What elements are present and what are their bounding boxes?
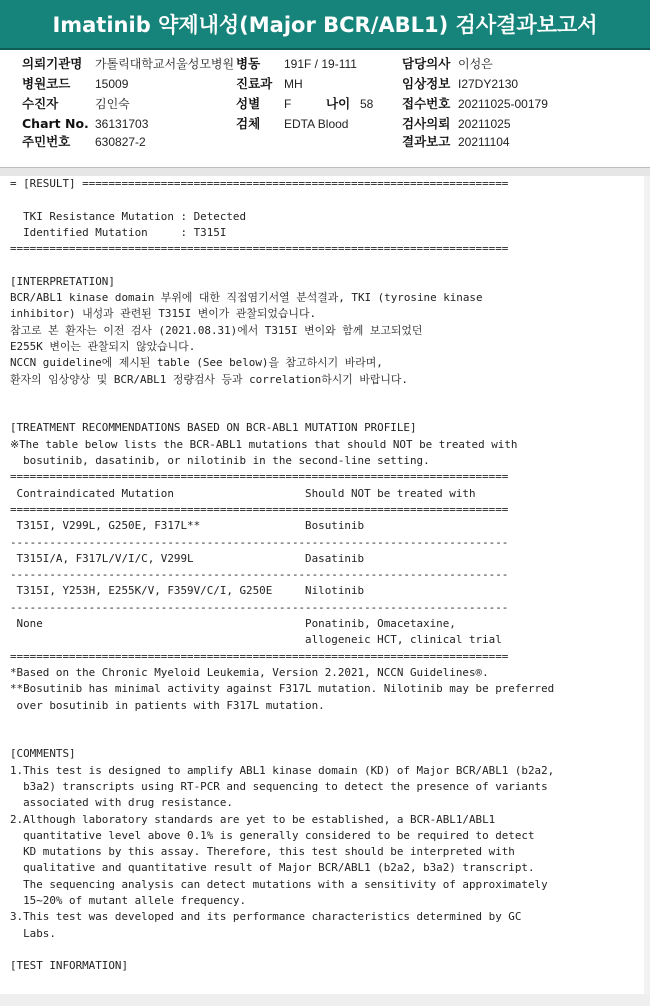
request-date-label: 검사의뢰	[402, 116, 451, 131]
footer-band	[0, 994, 650, 1006]
report-line: The sequencing analysis can detect mutations with a sensitivity of approximately	[10, 877, 548, 891]
report-line: T315I, V299L, G250E, F317L** Bosutinib	[10, 519, 365, 533]
report-line: E255K 변이는 관찰되지 않았습니다.	[10, 339, 196, 353]
header-gap-band	[0, 168, 650, 176]
clinical-info-label: 임상정보	[402, 76, 451, 91]
clinical-info-value: I27DY2130	[458, 77, 519, 91]
report-line: BCR/ABL1 kinase domain 부위에 대한 직접염기서열 분석결과, TKI (tyrosine kinase	[10, 291, 483, 305]
specimen-label: 검체	[236, 116, 261, 131]
report-line: allogeneic HCT, clinical trial	[10, 633, 502, 647]
report-line: TKI Resistance Mutation : Detected	[10, 209, 247, 223]
report-date-value: 20211104	[458, 135, 510, 149]
report-line: ============================================================================	[10, 649, 509, 663]
report-title-bar	[0, 0, 650, 50]
specimen-value: EDTA Blood	[284, 117, 349, 131]
report-line: qualitative and quantitative result of Major BCR/ABL1 (b2a2, b3a2) transcript.	[10, 861, 535, 875]
report-line: 환자의 임상양상 및 BCR/ABL1 정량검사 등과 correlation하시기 바랍니다.	[10, 372, 408, 386]
report-line: ============================================================================	[10, 242, 509, 256]
report-line: inhibitor) 내성과 관련된 T315I 변이가 관찰되었습니다.	[10, 307, 317, 321]
report-line: ============================================================================	[10, 502, 509, 516]
sex-label: 성별	[236, 96, 261, 111]
report-line: ----------------------------------------------------------------------------	[10, 535, 509, 549]
report-line: over bosutinib in patients with F317L mutation.	[10, 698, 325, 712]
report-line: = [RESULT] =================================================================	[10, 177, 509, 190]
report-line: T315I, Y253H, E255K/V, F359V/C/I, G250E Nilotinib	[10, 584, 365, 598]
chart-value: 36131703	[95, 117, 149, 131]
report-line: [TEST INFORMATION]	[10, 959, 129, 973]
report-line: 2.Although laboratory standards are yet to be established, a BCR-ABL1/ABL1	[10, 812, 496, 826]
report-line: ----------------------------------------------------------------------------	[10, 568, 509, 582]
report-line: 15~20% of mutant allele frequency.	[10, 894, 247, 908]
report-line: 1.This test is designed to amplify ABL1 kinase domain (KD) of Major BCR/ABL1 (b2a2,	[10, 763, 555, 777]
report-line: **Bosutinib has minimal activity against F317L mutation. Nilotinib may be preferred	[10, 682, 555, 696]
report-line: [INTERPRETATION]	[10, 274, 115, 288]
report-line: ※The table below lists the BCR-ABL1 mutations that should NOT be treated with	[10, 437, 518, 451]
report-line: [COMMENTS]	[10, 747, 76, 761]
receipt-value: 20211025-00179	[458, 97, 548, 111]
doctor-label: 담당의사	[402, 56, 451, 71]
report-line: Contraindicated Mutation Should NOT be treated with	[10, 486, 476, 500]
sex-value: F	[284, 97, 292, 111]
age-value: 58	[360, 97, 374, 111]
report-line: ============================================================================	[10, 470, 509, 484]
report-line: Labs.	[10, 926, 56, 940]
chart-label: Chart No.	[22, 116, 89, 131]
hospital-code-value: 15009	[95, 77, 129, 91]
report-body[interactable]	[0, 176, 644, 994]
report-line: bosutinib, dasatinib, or nilotinib in the second-line setting.	[10, 454, 430, 468]
report-line: Identified Mutation : T315I	[10, 225, 227, 239]
patient-info-header	[0, 50, 650, 168]
age-label: 나이	[326, 96, 351, 111]
report-line: 참고로 본 환자는 이전 검사 (2021.08.31)에서 T315I 변이와 함께 보고되었던	[10, 323, 423, 337]
doctor-value: 이성은	[458, 57, 493, 71]
report-line: KD mutations by this assay. Therefore, this test should be interpreted with	[10, 845, 515, 859]
report-date-label: 결과보고	[402, 134, 451, 149]
report-line: *Based on the Chronic Myeloid Leukemia, Version 2.2021, NCCN Guidelines®.	[10, 665, 489, 679]
report-line: T315I/A, F317L/V/I/C, V299L Dasatinib	[10, 551, 365, 565]
collector-label: 수진자	[22, 96, 59, 111]
id-value: 630827-2	[95, 135, 146, 149]
hospital-code-label: 병원코드	[22, 76, 71, 91]
report-title: Imatinib 약제내성(Major BCR/ABL1) 검사결과보고서	[52, 13, 598, 37]
report-scrollbar[interactable]	[644, 176, 650, 994]
ward-label: 병동	[236, 56, 261, 71]
request-date-value: 20211025	[458, 117, 511, 131]
report-line: ----------------------------------------------------------------------------	[10, 600, 509, 614]
department-label: 진료과	[236, 76, 273, 91]
ward-value: 191F / 19-111	[284, 57, 357, 71]
report-line: NCCN guideline에 제시된 table (See below)을 참고하시기 바라며,	[10, 356, 383, 370]
report-line: associated with drug resistance.	[10, 796, 233, 810]
report-line: [TREATMENT RECOMMENDATIONS BASED ON BCR-ABL1 MUTATION PROFILE]	[10, 421, 417, 435]
institution-value: 가톨릭대학교서울성모병원	[95, 57, 235, 71]
department-value: MH	[284, 77, 303, 91]
report-text	[10, 176, 644, 975]
institution-label: 의뢰기관명	[22, 56, 83, 71]
receipt-label: 접수번호	[402, 96, 451, 111]
report-line: None Ponatinib, Omacetaxine,	[10, 617, 456, 631]
report-line: 3.This test was developed and its performance characteristics determined by GC	[10, 910, 522, 924]
report-line: b3a2) transcripts using RT-PCR and sequencing to detect the presence of variants	[10, 779, 548, 793]
collector-value: 김인숙	[95, 97, 130, 111]
report-line: quantitative level above 0.1% is generally considered to be required to detect	[10, 828, 535, 842]
id-label: 주민번호	[22, 134, 71, 149]
